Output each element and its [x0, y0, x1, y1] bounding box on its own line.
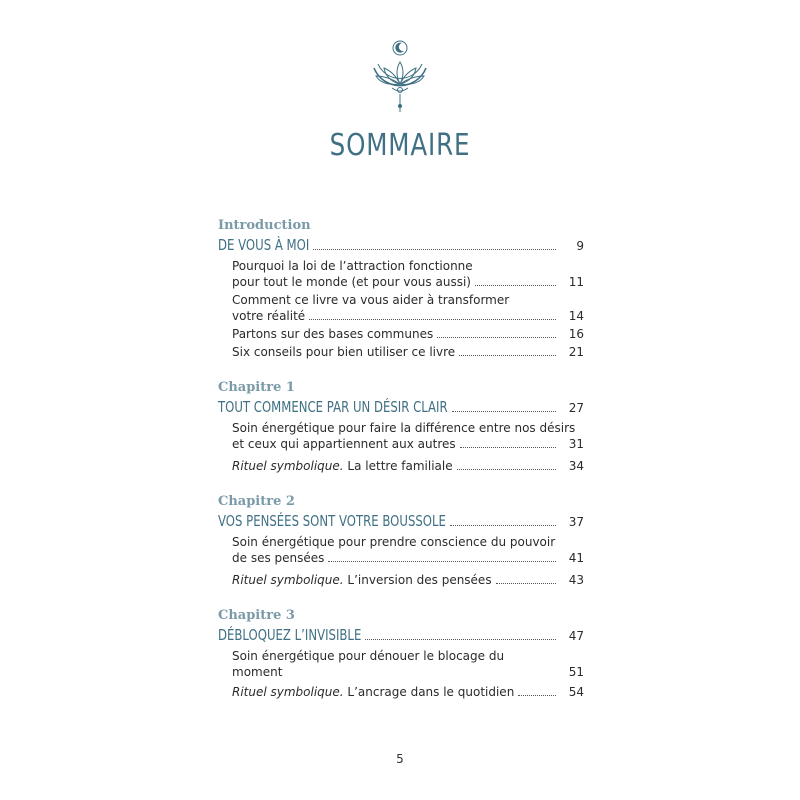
leader-dots	[328, 560, 556, 562]
page-title: SOMMAIRE	[329, 128, 471, 163]
leader-dots	[460, 446, 556, 448]
section-list	[232, 258, 584, 360]
chapter-title: DE VOUS À MOI	[218, 236, 310, 254]
section-entry[interactable]	[232, 420, 584, 452]
section-entry[interactable]	[232, 572, 584, 588]
section-entry[interactable]	[232, 534, 584, 566]
section-title-line2: et ceux qui appartiennent aux autres	[232, 437, 456, 451]
page-ref: 14	[568, 309, 584, 323]
section-list	[232, 420, 584, 474]
leader-dots	[496, 582, 556, 584]
section-title-line1: Soin énergétique pour faire la différence entre nos désirs	[232, 421, 576, 435]
page-ref: 37	[568, 515, 584, 529]
section-title-line1: Soin énergétique pour prendre conscience du pouvoir	[232, 535, 556, 549]
page-number: 5	[396, 752, 404, 766]
section-entry[interactable]	[232, 258, 584, 290]
page-ref: 43	[568, 573, 584, 587]
leader-dots	[475, 284, 556, 286]
part-label: Chapitre 1	[218, 380, 295, 395]
page-ref: 16	[568, 327, 584, 341]
section-list	[232, 648, 584, 700]
toc-part-chapitre-2	[218, 494, 584, 588]
section-title-line1: Pourquoi la loi de l’attraction fonctionne	[232, 259, 473, 273]
leader-dots	[309, 318, 556, 320]
page-ref: 21	[568, 345, 584, 359]
page-ref: 27	[568, 401, 584, 415]
leader-dots	[437, 336, 556, 338]
section-title: Six conseils pour bien utiliser ce livre	[232, 345, 456, 359]
section-entry[interactable]	[232, 648, 584, 680]
leader-dots	[518, 694, 556, 696]
chapter-entry[interactable]	[218, 396, 584, 416]
section-italic-prefix: Rituel symbolique.	[232, 459, 344, 473]
page-ref: 34	[568, 459, 584, 473]
section-entry[interactable]	[232, 458, 584, 474]
leader-dots	[450, 524, 556, 526]
section-title: Soin énergétique pour dénouer le blocage du moment	[232, 649, 505, 679]
chapter-entry[interactable]	[218, 624, 584, 644]
page-ref: 47	[568, 629, 584, 643]
toc-part-chapitre-3	[218, 608, 584, 700]
page-ref: 11	[568, 275, 584, 289]
section-entry[interactable]	[232, 344, 584, 360]
chapter-title: DÉBLOQUEZ L’INVISIBLE	[218, 626, 362, 644]
lotus-moon-logo	[364, 38, 436, 112]
leader-dots	[459, 354, 556, 356]
section-entry[interactable]	[232, 684, 584, 700]
table-of-contents	[218, 218, 584, 720]
page-ref: 51	[568, 665, 584, 679]
part-label: Chapitre 2	[218, 494, 295, 509]
page-ref: 41	[568, 551, 584, 565]
leader-dots	[452, 410, 556, 412]
section-italic-prefix: Rituel symbolique.	[232, 573, 344, 587]
page-ref: 31	[568, 437, 584, 451]
leader-dots	[457, 468, 556, 470]
chapter-title: TOUT COMMENCE PAR UN DÉSIR CLAIR	[218, 398, 448, 416]
page-ref: 9	[576, 239, 584, 253]
section-title-line1: Comment ce livre va vous aider à transformer	[232, 293, 510, 307]
part-label: Chapitre 3	[218, 608, 295, 623]
toc-part-introduction	[218, 218, 584, 360]
section-title: La lettre familiale	[343, 459, 453, 473]
chapter-title: VOS PENSÉES SONT VOTRE BOUSSOLE	[218, 512, 446, 530]
section-entry[interactable]	[232, 292, 584, 324]
section-title-line2: votre réalité	[232, 309, 306, 323]
section-title-line2: pour tout le monde (et pour vous aussi)	[232, 275, 471, 289]
section-entry[interactable]	[232, 326, 584, 342]
section-title: L’ancrage dans le quotidien	[343, 685, 515, 699]
section-italic-prefix: Rituel symbolique.	[232, 685, 344, 699]
leader-dots	[313, 248, 556, 250]
leader-dots	[365, 638, 556, 640]
section-title: Partons sur des bases communes	[232, 327, 434, 341]
chapter-entry[interactable]	[218, 510, 584, 530]
section-list	[232, 534, 584, 588]
chapter-entry[interactable]	[218, 234, 584, 254]
page-ref: 54	[568, 685, 584, 699]
toc-part-chapitre-1	[218, 380, 584, 474]
section-title-line2: de ses pensées	[232, 551, 325, 565]
part-label: Introduction	[218, 218, 311, 233]
section-title: L’inversion des pensées	[343, 573, 492, 587]
